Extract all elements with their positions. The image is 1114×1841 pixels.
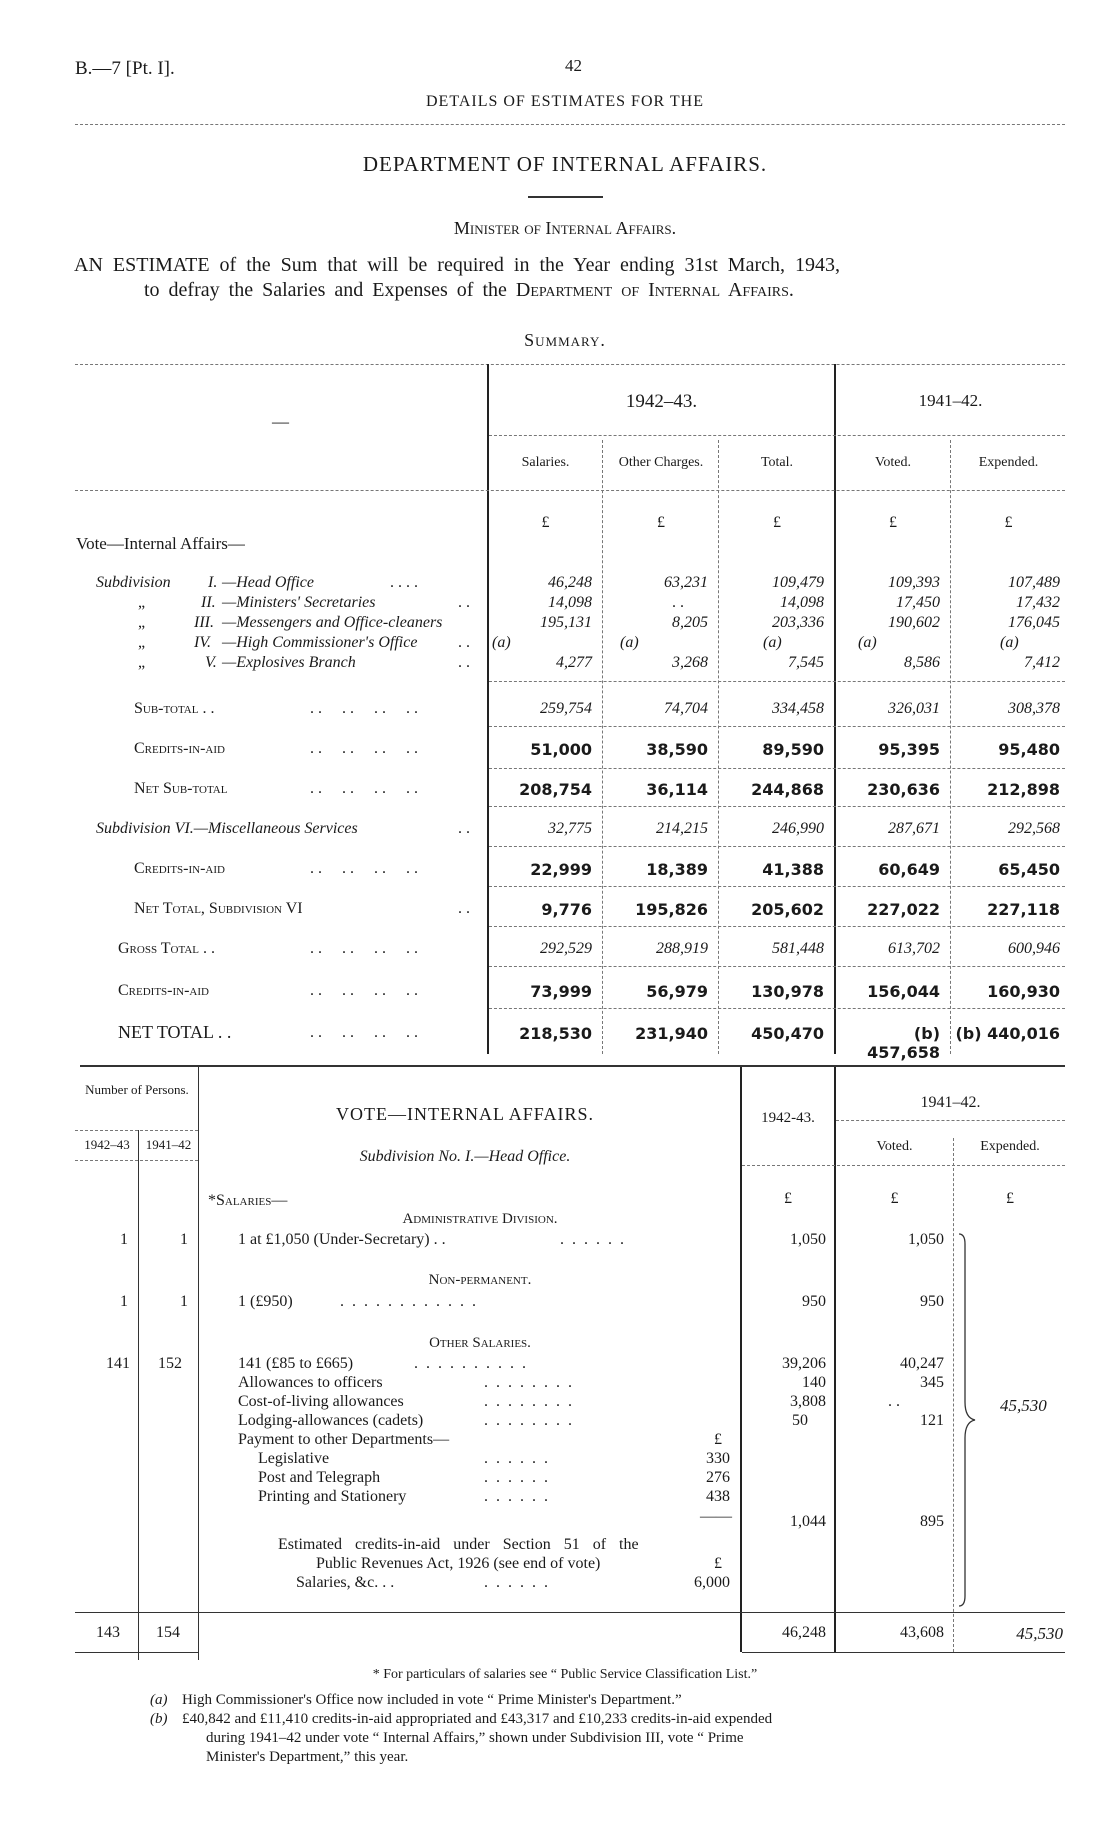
payment-amount: 330 bbox=[706, 1450, 730, 1467]
ditto-mark: „ bbox=[138, 634, 146, 651]
row-dots: . . . . . . . . bbox=[310, 740, 418, 757]
cell-expended: 95,480 bbox=[998, 740, 1060, 759]
ditto-mark: „ bbox=[138, 614, 146, 631]
subdivision-num: I. bbox=[208, 574, 218, 591]
payment-pound: £ bbox=[714, 1431, 722, 1448]
cell-expended: 65,450 bbox=[998, 860, 1060, 879]
total-expended: 45,530 bbox=[1016, 1624, 1063, 1643]
salary-current: 3,808 bbox=[790, 1393, 826, 1410]
footnote-a-text: High Commissioner's Office now included in vote “ Prime Minister's Department.” bbox=[182, 1692, 682, 1708]
subdivision-label: —Explosives Branch bbox=[222, 654, 356, 671]
credits-line-1: Estimated credits-in-aid under Section 51 of the bbox=[278, 1536, 639, 1553]
detail-expended-divider bbox=[953, 1138, 954, 1652]
non-permanent-line: 1 (£950) bbox=[238, 1293, 293, 1310]
cell-expended: 17,432 bbox=[1016, 594, 1060, 611]
row-dots: . . bbox=[458, 820, 470, 837]
non-permanent-heading: Non-permanent. bbox=[428, 1272, 532, 1288]
row-dots: . . . . . . . . bbox=[310, 940, 418, 957]
footnote-a-mark: (a) bbox=[150, 1692, 168, 1708]
row-dots: . . . . . . . . bbox=[310, 700, 418, 717]
col-salaries-header: Salaries. bbox=[521, 455, 570, 470]
page-reference: B.—7 [Pt. I]. bbox=[75, 58, 175, 79]
cell-total: 7,545 bbox=[788, 654, 824, 671]
salary-voted: 345 bbox=[920, 1374, 944, 1391]
summary-year-rule bbox=[489, 435, 1065, 436]
cell-total: 109,479 bbox=[772, 574, 824, 591]
subdivision-label: —Messengers and Office-cleaners bbox=[222, 614, 443, 631]
estimate-line-1: AN ESTIMATE of the Sum that will be required in the Year ending 31st March, 1943, bbox=[74, 254, 841, 276]
cell-other: 36,114 bbox=[646, 780, 708, 799]
pound-sign: £ bbox=[1006, 1190, 1014, 1207]
row-dots: . . . . . . . . bbox=[310, 860, 418, 877]
expended-bracket-value: 45,530 bbox=[1000, 1396, 1047, 1415]
page-subtitle: DETAILS OF ESTIMATES FOR THE bbox=[426, 93, 704, 110]
summary-title: Summary. bbox=[524, 330, 606, 350]
cell-voted: 613,702 bbox=[888, 940, 940, 957]
cell-salaries: 46,248 bbox=[548, 574, 592, 591]
cell-other: . . bbox=[672, 594, 684, 611]
col-current-header: 1942-43. bbox=[761, 1110, 815, 1126]
line-dots: . . . . . . bbox=[484, 1488, 550, 1505]
persons-count: 1 bbox=[180, 1231, 188, 1248]
cell-salaries: 259,754 bbox=[540, 700, 592, 717]
line-dots: . . . . . . . . bbox=[484, 1374, 574, 1391]
estimate-line-2-dept: Department of Internal Affairs. bbox=[515, 279, 794, 301]
cell-expended: 600,946 bbox=[1008, 940, 1060, 957]
row-rule bbox=[489, 1008, 1065, 1009]
salary-voted: 121 bbox=[920, 1412, 944, 1429]
row-label-net-subtotal: Net Sub-total bbox=[134, 780, 228, 797]
subdivision-label: —Head Office bbox=[222, 574, 314, 591]
footnote-b-text-2: during 1941–42 under vote “ Internal Affairs,” shown under Subdivision III, vote “ Prime bbox=[206, 1730, 744, 1746]
cell-voted: (b) 457,658 bbox=[867, 1024, 940, 1062]
cell-other: 214,215 bbox=[656, 820, 708, 837]
persons-count: 152 bbox=[158, 1355, 182, 1372]
minister-heading: Minister of Internal Affairs. bbox=[453, 218, 677, 238]
admin-division-heading: Administrative Division. bbox=[402, 1211, 558, 1227]
cell-voted: 190,602 bbox=[888, 614, 940, 631]
admin-current: 1,050 bbox=[790, 1231, 826, 1248]
subdivision-num: IV. bbox=[194, 634, 212, 651]
page-number: 42 bbox=[565, 56, 582, 75]
number-of-persons-header: Number of Persons. bbox=[85, 1082, 189, 1097]
summary-dash: — bbox=[272, 412, 289, 431]
ditto-mark: „ bbox=[138, 654, 146, 671]
persons-year-b: 1941–42 bbox=[145, 1137, 192, 1152]
row-label-credits: Credits-in-aid bbox=[118, 982, 209, 999]
cell-expended: 176,045 bbox=[1008, 614, 1060, 631]
summary-year-current: 1942–43. bbox=[625, 391, 698, 412]
cell-voted: 227,022 bbox=[867, 900, 940, 919]
payment-line: Printing and Stationery bbox=[258, 1488, 407, 1505]
row-label-net-total: NET TOTAL . . bbox=[118, 1022, 232, 1042]
cell-salaries: 73,999 bbox=[530, 982, 592, 1001]
pound-sign: £ bbox=[773, 514, 781, 531]
subdivision-dots: . . . . bbox=[390, 574, 418, 591]
cell-other: 18,389 bbox=[646, 860, 708, 879]
other-salaries-heading: Other Salaries. bbox=[429, 1335, 531, 1351]
footnote-b-mark: (b) bbox=[150, 1711, 168, 1727]
col-other-header: Other Charges. bbox=[618, 455, 704, 470]
line-dots: . . . . . . bbox=[484, 1574, 550, 1591]
persons-year-a: 1942–43 bbox=[84, 1137, 130, 1152]
detail-head-rule bbox=[742, 1165, 1065, 1166]
row-dots: . . . . . . . . bbox=[310, 780, 418, 797]
subdivision-label: —High Commissioner's Office bbox=[222, 634, 418, 651]
row-dots: . . . . . . . . bbox=[310, 1024, 418, 1041]
cell-salaries: 292,529 bbox=[540, 940, 592, 957]
cell-expended: 292,568 bbox=[1008, 820, 1060, 837]
cell-other: 74,704 bbox=[664, 700, 708, 717]
salary-line: Cost-of-living allowances bbox=[238, 1393, 404, 1410]
cell-voted: 156,044 bbox=[867, 982, 940, 1001]
salary-line: Lodging-allowances (cadets) bbox=[238, 1412, 424, 1429]
pound-sign: £ bbox=[889, 514, 897, 531]
cell-total: 246,990 bbox=[772, 820, 824, 837]
persons-count: 1 bbox=[120, 1293, 128, 1310]
line-dots: . . . . . . . . bbox=[484, 1412, 574, 1429]
payment-voted: 895 bbox=[920, 1513, 944, 1530]
detail-bottom-rule bbox=[742, 1652, 1065, 1653]
footnote-b-text-3: Minister's Department,” this year. bbox=[206, 1749, 409, 1765]
salary-voted: 40,247 bbox=[900, 1355, 944, 1372]
salary-current: 50 bbox=[792, 1412, 808, 1429]
pound-sign: £ bbox=[541, 514, 550, 531]
payment-rule: —— bbox=[700, 1508, 732, 1525]
detail-persons-rule bbox=[75, 1130, 198, 1131]
salaries-heading: *Salaries— bbox=[208, 1192, 288, 1209]
summary-top-rule bbox=[75, 364, 1065, 365]
cell-salaries: 195,131 bbox=[540, 614, 592, 631]
cell-expended: (b) 440,016 bbox=[955, 1024, 1060, 1043]
payment-line: Legislative bbox=[258, 1450, 330, 1467]
subdivision-num: III. bbox=[194, 614, 214, 631]
cell-expended: 227,118 bbox=[987, 900, 1060, 919]
pound-sign: £ bbox=[890, 1190, 899, 1207]
cell-voted: 230,636 bbox=[867, 780, 940, 799]
estimate-line-2-text: to defray the Salaries and Expenses of the bbox=[144, 279, 516, 301]
persons-count: 1 bbox=[120, 1231, 128, 1248]
cell-salaries: 218,530 bbox=[519, 1024, 592, 1043]
detail-total-rule bbox=[75, 1612, 1065, 1613]
cell-other: 231,940 bbox=[635, 1024, 708, 1043]
cell-salaries: 4,277 bbox=[556, 654, 592, 671]
payment-amount: 276 bbox=[706, 1469, 730, 1486]
cell-expended: 308,378 bbox=[1008, 700, 1060, 717]
col-expended-header: Expended. bbox=[978, 455, 1039, 470]
cell-total: 89,590 bbox=[762, 740, 824, 759]
cell-expended: 7,412 bbox=[1024, 654, 1060, 671]
payment-line: Post and Telegraph bbox=[258, 1469, 381, 1486]
footnote-b-text-1: £40,842 and £11,410 credits-in-aid appropriated and £43,317 and £10,233 credits-in-aid expended bbox=[182, 1711, 773, 1727]
pound-sign: £ bbox=[784, 1190, 792, 1207]
summary-year-previous: 1941–42. bbox=[918, 391, 983, 410]
cell-other: 56,979 bbox=[646, 982, 708, 1001]
admin-line: 1 at £1,050 (Under-Secretary) . . bbox=[238, 1231, 446, 1248]
footnote-star: * For particulars of salaries see “ Public Service Classification List.” bbox=[372, 1667, 758, 1682]
cell-voted: 287,671 bbox=[888, 820, 940, 837]
cell-total: 450,470 bbox=[751, 1024, 824, 1043]
total-persons: 154 bbox=[156, 1624, 180, 1641]
cell-salaries: 9,776 bbox=[541, 900, 592, 919]
line-dots: . . . . . . bbox=[560, 1231, 626, 1248]
cell-voted: (a) bbox=[858, 634, 877, 651]
cell-other: 3,268 bbox=[672, 654, 708, 671]
row-dots: . . . . . . . . bbox=[310, 982, 418, 999]
cell-other: 38,590 bbox=[646, 740, 708, 759]
cell-voted: 8,586 bbox=[904, 654, 940, 671]
cell-salaries: 51,000 bbox=[530, 740, 592, 759]
cell-expended: 160,930 bbox=[987, 982, 1060, 1001]
subdivision-dots: . . bbox=[458, 594, 470, 611]
department-title: DEPARTMENT OF INTERNAL AFFAIRS. bbox=[362, 152, 768, 176]
line-dots: . . . . . . . . bbox=[484, 1393, 574, 1410]
cell-voted: 17,450 bbox=[896, 594, 940, 611]
cell-total: 581,448 bbox=[772, 940, 824, 957]
cell-total: 14,098 bbox=[780, 594, 824, 611]
cell-total: 205,602 bbox=[751, 900, 824, 919]
cell-other: 195,826 bbox=[635, 900, 708, 919]
line-dots: . . . . . . bbox=[484, 1469, 550, 1486]
ditto-mark: „ bbox=[138, 594, 146, 611]
persons-count: 141 bbox=[106, 1355, 130, 1372]
subdivision-title: Subdivision No. I.—Head Office. bbox=[359, 1148, 571, 1165]
cell-other: 288,919 bbox=[656, 940, 708, 957]
cell-salaries: 22,999 bbox=[530, 860, 592, 879]
salary-current: 39,206 bbox=[782, 1355, 826, 1372]
row-rule bbox=[489, 846, 1065, 847]
detail-left-divider bbox=[198, 1067, 199, 1660]
summary-col-3 bbox=[950, 440, 951, 1054]
subdivision-dots: . . bbox=[458, 654, 470, 671]
row-rule bbox=[489, 886, 1065, 887]
col-previous-header: 1941–42. bbox=[920, 1094, 981, 1111]
credits-pound: £ bbox=[714, 1555, 722, 1572]
row-rule bbox=[489, 768, 1065, 769]
subdivision-num: V. bbox=[205, 654, 217, 671]
cell-voted: 60,649 bbox=[878, 860, 940, 879]
col-total-header: Total. bbox=[760, 455, 794, 470]
row-rule bbox=[489, 681, 1065, 682]
detail-year-rule bbox=[836, 1120, 1065, 1121]
non-permanent-voted: 950 bbox=[920, 1293, 944, 1310]
cell-total: 334,458 bbox=[772, 700, 824, 717]
row-dots: . . bbox=[458, 900, 470, 917]
cell-salaries: 14,098 bbox=[548, 594, 592, 611]
cell-salaries: (a) bbox=[492, 634, 511, 651]
payment-heading: Payment to other Departments— bbox=[238, 1431, 450, 1448]
title-rule bbox=[528, 196, 603, 198]
row-rule bbox=[489, 966, 1065, 967]
payment-current: 1,044 bbox=[790, 1513, 826, 1530]
cell-salaries: 208,754 bbox=[519, 780, 592, 799]
detail-persons-divider bbox=[138, 1130, 139, 1660]
credits-amount: 6,000 bbox=[694, 1574, 730, 1591]
vote-title: VOTE—INTERNAL AFFAIRS. bbox=[335, 1104, 594, 1124]
summary-head-rule bbox=[75, 490, 1065, 491]
persons-count: 1 bbox=[180, 1293, 188, 1310]
cell-salaries: 32,775 bbox=[548, 820, 592, 837]
row-rule bbox=[489, 926, 1065, 927]
line-dots: . . . . . . . . . . . . bbox=[340, 1293, 478, 1310]
row-label-net-total-vi: Net Total, Subdivision VI bbox=[134, 900, 303, 917]
payment-amount: 438 bbox=[706, 1488, 730, 1505]
row-label-gross-total: Gross Total . . bbox=[118, 940, 216, 957]
cell-voted: 109,393 bbox=[888, 574, 940, 591]
summary-col-1 bbox=[602, 440, 603, 1054]
cell-other: (a) bbox=[620, 634, 639, 651]
header-rule bbox=[75, 124, 1065, 125]
pound-sign: £ bbox=[1004, 514, 1013, 531]
credits-line-2: Public Revenues Act, 1926 (see end of vote) bbox=[316, 1555, 601, 1572]
subdivision-num: II. bbox=[201, 594, 216, 611]
row-rule bbox=[489, 806, 1065, 807]
cell-total: 244,868 bbox=[751, 780, 824, 799]
summary-col-2 bbox=[718, 440, 719, 1054]
line-dots: . . . . . . bbox=[484, 1450, 550, 1467]
cell-total: 203,336 bbox=[772, 614, 824, 631]
subdivision-dots: . . bbox=[458, 634, 470, 651]
salary-line: Allowances to officers bbox=[238, 1374, 383, 1391]
salary-line: 141 (£85 to £665) bbox=[238, 1355, 354, 1372]
total-persons: 143 bbox=[96, 1624, 120, 1641]
total-voted: 43,608 bbox=[900, 1624, 944, 1641]
non-permanent-current: 950 bbox=[802, 1293, 826, 1310]
vote-label: Vote—Internal Affairs— bbox=[76, 534, 245, 553]
cell-expended: 212,898 bbox=[987, 780, 1060, 799]
cell-total: (a) bbox=[763, 634, 782, 651]
cell-voted: 95,395 bbox=[878, 740, 940, 759]
brace-icon bbox=[955, 1232, 979, 1608]
cell-total: 130,978 bbox=[751, 982, 824, 1001]
admin-voted: 1,050 bbox=[908, 1231, 944, 1248]
cell-expended: (a) bbox=[1000, 634, 1019, 651]
row-label-credits: Credits-in-aid bbox=[134, 860, 225, 877]
salary-current: 140 bbox=[802, 1374, 826, 1391]
summary-bottom-rule bbox=[80, 1065, 1065, 1067]
detail-bottom-rule bbox=[75, 1652, 198, 1653]
pound-sign: £ bbox=[657, 514, 665, 531]
row-label-subtotal: Sub-total . . bbox=[134, 700, 215, 717]
cell-voted: 326,031 bbox=[888, 700, 940, 717]
subdivision-word: Subdivision bbox=[96, 574, 171, 591]
subdivision-label: —Ministers' Secretaries bbox=[222, 594, 376, 611]
col-voted-header: Voted. bbox=[875, 455, 911, 470]
cell-other: 8,205 bbox=[672, 614, 708, 631]
line-dots: . . . . . . . . . . bbox=[414, 1355, 528, 1372]
cell-total: 41,388 bbox=[762, 860, 824, 879]
salary-voted: . . bbox=[888, 1393, 900, 1410]
total-current: 46,248 bbox=[782, 1624, 826, 1641]
detail-head-rule bbox=[75, 1160, 198, 1161]
credits-line-3: Salaries, &c. . . bbox=[296, 1574, 395, 1591]
row-label-subdivision-vi: Subdivision VI.—Miscellaneous Services bbox=[96, 820, 358, 837]
col-voted-header: Voted. bbox=[876, 1139, 913, 1154]
row-rule bbox=[489, 726, 1065, 727]
cell-other: 63,231 bbox=[664, 574, 708, 591]
cell-expended: 107,489 bbox=[1008, 574, 1060, 591]
col-expended-header: Expended. bbox=[980, 1139, 1040, 1154]
estimate-line-2 bbox=[144, 279, 794, 302]
row-label-credits: Credits-in-aid bbox=[134, 740, 225, 757]
